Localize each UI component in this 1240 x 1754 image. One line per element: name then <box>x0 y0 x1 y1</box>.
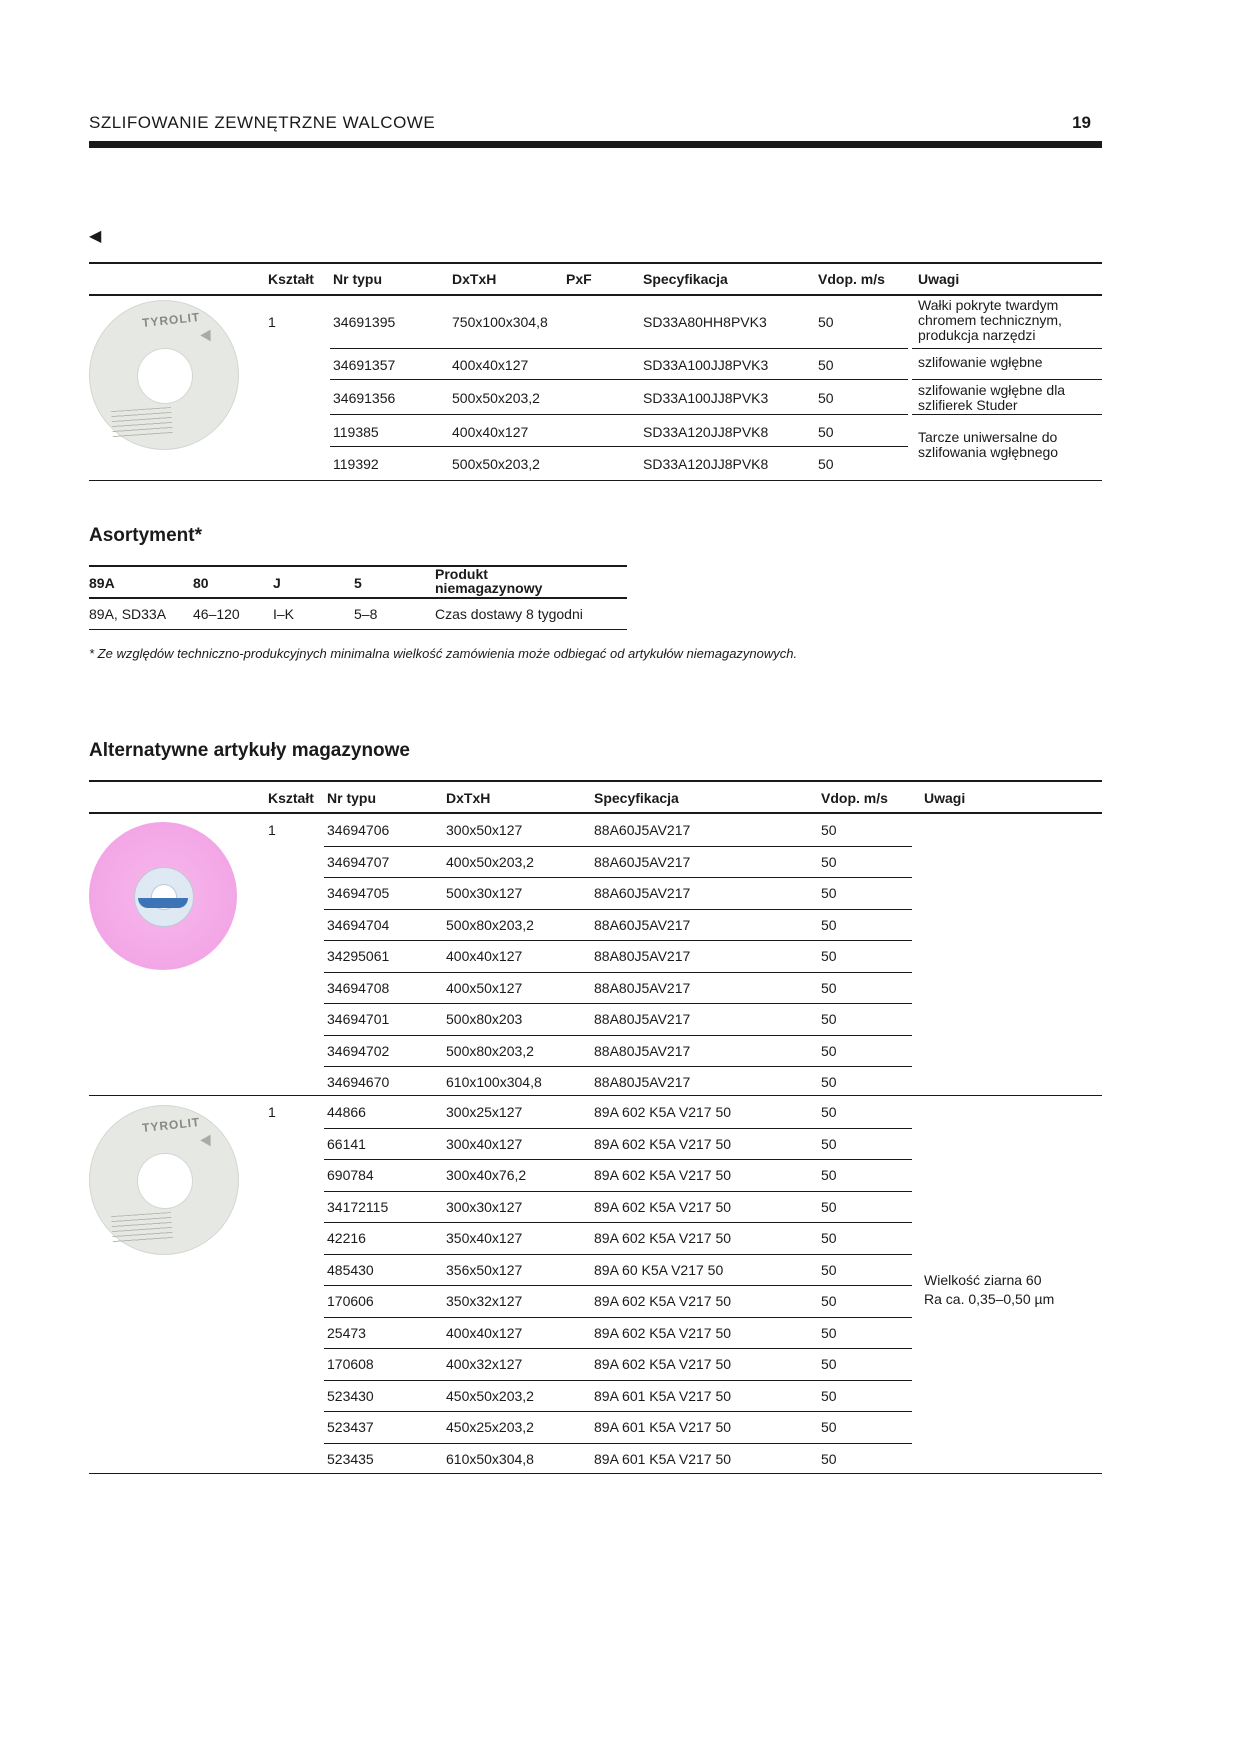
cell-nr: 44866 <box>327 1104 366 1120</box>
cell-dim: 610x50x304,8 <box>446 1450 534 1467</box>
label-text-lines <box>111 1212 173 1244</box>
triangle-icon <box>200 1132 215 1147</box>
cell-spec: 88A60J5AV217 <box>594 853 691 870</box>
cell-nr: 34691357 <box>333 357 396 373</box>
assort-col: 89A <box>89 575 115 591</box>
cell-spec: 89A 602 K5A V217 50 <box>594 1324 732 1341</box>
row-sep <box>324 972 912 973</box>
cell-spec: 89A 602 K5A V217 50 <box>594 1198 732 1215</box>
cell-v: 50 <box>821 979 837 996</box>
cell-dim: 400x32x127 <box>446 1356 523 1372</box>
cell-v: 50 <box>821 948 837 964</box>
cell-v: 50 <box>821 885 837 901</box>
alt-col-spec: Specyfikacja <box>594 790 679 806</box>
assort-col: J <box>273 575 281 591</box>
row-sep <box>324 1317 912 1318</box>
group2-note: Wielkość ziarna 60 Ra ca. 0,35–0,50 µm <box>924 1272 1055 1307</box>
cell-v: 50 <box>821 1293 837 1309</box>
cell-nr: 34694704 <box>327 916 390 933</box>
cell-shape: 1 <box>268 314 276 330</box>
cell-v: 50 <box>821 1230 837 1246</box>
row-sep <box>324 1035 912 1036</box>
cell-spec: 88A80J5AV217 <box>594 979 691 996</box>
row-sep <box>330 348 908 349</box>
cell-spec: 89A 601 K5A V217 50 <box>594 1419 732 1435</box>
cell-nr: 34295061 <box>327 948 390 964</box>
alt-col-shape: Kształt <box>268 790 314 806</box>
cell-spec: 88A80J5AV217 <box>594 948 691 964</box>
cell-v: 50 <box>821 1104 837 1120</box>
cell-nr: 523430 <box>327 1387 374 1404</box>
row-sep <box>324 846 912 847</box>
footnote: * Ze względów techniczno-produkcyjnych minimalna wielkość zamówienia może odbiegać od artykułów niemagazynowych. <box>89 646 798 661</box>
row-sep <box>324 1191 912 1192</box>
cell-v: 50 <box>821 1450 837 1467</box>
tyrolit-logo: TYROLIT <box>141 309 201 331</box>
cell-nr: 523435 <box>327 1450 374 1467</box>
cell-spec: 88A80J5AV217 <box>594 1011 691 1027</box>
cell-nr: 34172115 <box>327 1198 389 1215</box>
cell-spec: SD33A100JJ8PVK3 <box>643 357 769 373</box>
assortment-header-rule <box>89 597 627 599</box>
cell-shape: 1 <box>268 1104 276 1120</box>
cell-nr: 119385 <box>333 424 379 440</box>
assort-cell: Czas dostawy 8 tygodni <box>435 606 583 622</box>
header-rule <box>89 141 1102 148</box>
assort-cell: I–K <box>273 606 295 622</box>
row-sep <box>324 1003 912 1004</box>
assortment-bottom-rule <box>89 629 627 630</box>
alt-top-rule <box>89 780 1102 782</box>
row-sep <box>324 1443 912 1444</box>
table1-bottom-rule <box>89 480 1102 481</box>
cell-dim: 500x80x203,2 <box>446 916 534 933</box>
col-notes: Uwagi <box>918 271 960 287</box>
cell-nr: 34694708 <box>327 979 390 996</box>
cell-dim: 450x25x203,2 <box>446 1419 534 1435</box>
cell-dim: 500x50x203,2 <box>452 456 540 472</box>
cell-dim: 400x40x127 <box>452 357 529 373</box>
cell-dim: 300x40x127 <box>446 1135 523 1152</box>
row-sep <box>324 1348 912 1349</box>
cell-note-merged: Tarcze uniwersalne do szlifowania wgłębnego <box>918 429 1059 460</box>
cell-v: 50 <box>821 1419 837 1435</box>
cell-spec: 89A 602 K5A V217 50 <box>594 1293 732 1309</box>
col-shape: Kształt <box>268 271 314 287</box>
cell-spec: 89A 601 K5A V217 50 <box>594 1387 732 1404</box>
notes-sep <box>912 379 1102 380</box>
cell-note: szlifowanie wgłębne dla szlifierek Studer <box>918 382 1066 413</box>
cell-note: szlifowanie wgłębne <box>918 354 1043 370</box>
cell-v: 50 <box>821 1135 837 1152</box>
triangle-icon <box>200 327 215 342</box>
cell-nr: 34694706 <box>327 822 390 838</box>
cell-nr: 34694707 <box>327 853 390 870</box>
row-sep <box>324 1222 912 1223</box>
cell-nr: 170606 <box>327 1293 374 1309</box>
label-text-lines <box>111 407 173 439</box>
notes-sep <box>912 348 1102 349</box>
alt-col-nr: Nr typu <box>327 790 376 806</box>
cell-note: Wałki pokryte twardym chromem technicznym, produkcja narzędzi <box>918 297 1062 343</box>
col-dim: DxTxH <box>452 271 497 287</box>
cell-shape: 1 <box>268 822 276 838</box>
row-sep <box>324 940 912 941</box>
cell-spec: 89A 602 K5A V217 50 <box>594 1135 732 1152</box>
cell-nr: 485430 <box>327 1261 374 1278</box>
cell-v: 50 <box>821 1042 837 1059</box>
assort-cell: 46–120 <box>193 606 240 622</box>
row-sep <box>324 877 912 878</box>
row-sep <box>324 1159 912 1160</box>
cell-v: 50 <box>821 916 837 933</box>
row-sep <box>330 446 908 447</box>
assort-col: 80 <box>193 575 209 591</box>
alt-col-notes: Uwagi <box>924 790 966 806</box>
cell-dim: 300x25x127 <box>446 1104 523 1120</box>
cell-spec: 88A60J5AV217 <box>594 885 691 901</box>
cell-v: 50 <box>821 853 837 870</box>
cell-nr: 34694670 <box>327 1074 390 1090</box>
section-title: SZLIFOWANIE ZEWNĘTRZNE WALCOWE <box>89 113 436 132</box>
cell-spec: 89A 601 K5A V217 50 <box>594 1450 732 1467</box>
cell-dim: 300x40x76,2 <box>446 1167 527 1183</box>
cell-v: 50 <box>821 822 837 838</box>
alt-bottom-rule <box>89 1473 1102 1474</box>
cell-spec: SD33A120JJ8PVK8 <box>643 424 769 440</box>
cell-v: 50 <box>821 1387 837 1404</box>
grinding-wheel-image <box>89 1105 239 1255</box>
cell-v: 50 <box>821 1198 837 1215</box>
cell-v: 50 <box>821 1011 837 1027</box>
cell-spec: SD33A120JJ8PVK8 <box>643 456 769 472</box>
cell-dim: 450x50x203,2 <box>446 1387 534 1404</box>
cell-nr: 25473 <box>327 1324 366 1341</box>
cell-dim: 350x32x127 <box>446 1293 523 1309</box>
col-nr: Nr typu <box>333 271 382 287</box>
assortment-title: Asortyment* <box>89 525 202 546</box>
cell-nr: 34694705 <box>327 885 390 901</box>
cell-nr: 119392 <box>333 456 379 472</box>
assort-col: 5 <box>354 575 362 591</box>
row-sep <box>324 1128 912 1129</box>
alt-col-dim: DxTxH <box>446 790 491 806</box>
row-sep <box>324 1254 912 1255</box>
cell-spec: SD33A80HH8PVK3 <box>643 314 767 330</box>
cell-spec: SD33A100JJ8PVK3 <box>643 390 769 406</box>
table1-top-rule <box>89 262 1102 264</box>
cell-dim: 500x50x203,2 <box>452 390 540 406</box>
assort-col: Produkt niemagazynowy <box>435 566 543 596</box>
alt-title: Alternatywne artykuły magazynowe <box>89 740 410 761</box>
cell-v: 50 <box>821 1356 837 1372</box>
cell-dim: 356x50x127 <box>446 1261 523 1278</box>
pink-grinding-wheel-image <box>89 822 237 970</box>
cell-dim: 300x30x127 <box>446 1198 523 1215</box>
cell-nr: 34694702 <box>327 1042 390 1059</box>
cell-dim: 300x50x127 <box>446 822 523 838</box>
alt-header-rule <box>89 812 1102 814</box>
cell-spec: 89A 60 K5A V217 50 <box>594 1261 724 1278</box>
back-arrow-icon[interactable]: ◀ <box>89 228 102 245</box>
cell-v: 50 <box>818 314 834 330</box>
cell-nr: 523437 <box>327 1419 374 1435</box>
cell-spec: 88A60J5AV217 <box>594 916 691 933</box>
tyrolit-logo: TYROLIT <box>141 1114 201 1136</box>
cell-spec: 89A 602 K5A V217 50 <box>594 1356 732 1372</box>
col-pxf: PxF <box>566 271 592 287</box>
cell-v: 50 <box>818 456 834 472</box>
cell-dim: 500x30x127 <box>446 885 523 901</box>
cell-dim: 400x40x127 <box>446 1324 523 1341</box>
col-vdop: Vdop. m/s <box>818 271 885 287</box>
cell-dim: 350x40x127 <box>446 1230 523 1246</box>
cell-v: 50 <box>821 1324 837 1341</box>
row-sep <box>330 414 908 415</box>
row-sep <box>324 909 912 910</box>
cell-v: 50 <box>818 357 834 373</box>
cell-spec: 88A80J5AV217 <box>594 1042 691 1059</box>
cell-spec: 89A 602 K5A V217 50 <box>594 1167 732 1183</box>
assort-cell: 89A, SD33A <box>89 606 167 622</box>
cell-spec: 89A 602 K5A V217 50 <box>594 1104 732 1120</box>
cell-nr: 34691395 <box>333 314 396 330</box>
row-sep <box>324 1066 912 1067</box>
cell-nr: 42216 <box>327 1230 366 1246</box>
grinding-wheel-image <box>89 300 239 450</box>
cell-nr: 170608 <box>327 1356 374 1372</box>
col-spec: Specyfikacja <box>643 271 728 287</box>
cell-v: 50 <box>818 390 834 406</box>
page-number: 19 <box>1072 113 1091 132</box>
notes-sep <box>912 414 1102 415</box>
cell-dim: 400x50x127 <box>446 979 523 996</box>
alt-group-rule <box>89 1095 1102 1096</box>
cell-spec: 89A 602 K5A V217 50 <box>594 1230 732 1246</box>
table1-header-rule <box>89 294 1102 296</box>
row-sep <box>330 379 908 380</box>
assort-cell: 5–8 <box>354 606 378 622</box>
blue-label-stripe <box>138 898 188 908</box>
cell-v: 50 <box>821 1261 837 1278</box>
cell-spec: 88A60J5AV217 <box>594 822 691 838</box>
cell-nr: 66141 <box>327 1135 366 1152</box>
row-sep <box>324 1285 912 1286</box>
cell-dim: 400x40x127 <box>452 424 529 440</box>
cell-dim: 400x40x127 <box>446 948 523 964</box>
cell-dim: 400x50x203,2 <box>446 853 534 870</box>
cell-dim: 500x80x203 <box>446 1011 523 1027</box>
cell-dim: 610x100x304,8 <box>446 1074 542 1090</box>
cell-spec: 88A80J5AV217 <box>594 1074 691 1090</box>
row-sep <box>324 1380 912 1381</box>
cell-dim: 750x100x304,8 <box>452 314 548 330</box>
cell-nr: 34691356 <box>333 390 396 406</box>
row-sep <box>324 1411 912 1412</box>
cell-v: 50 <box>818 424 834 440</box>
alt-col-vdop: Vdop. m/s <box>821 790 888 806</box>
cell-nr: 690784 <box>327 1167 374 1183</box>
cell-nr: 34694701 <box>327 1011 390 1027</box>
cell-v: 50 <box>821 1074 837 1090</box>
cell-v: 50 <box>821 1167 837 1183</box>
cell-dim: 500x80x203,2 <box>446 1042 534 1059</box>
